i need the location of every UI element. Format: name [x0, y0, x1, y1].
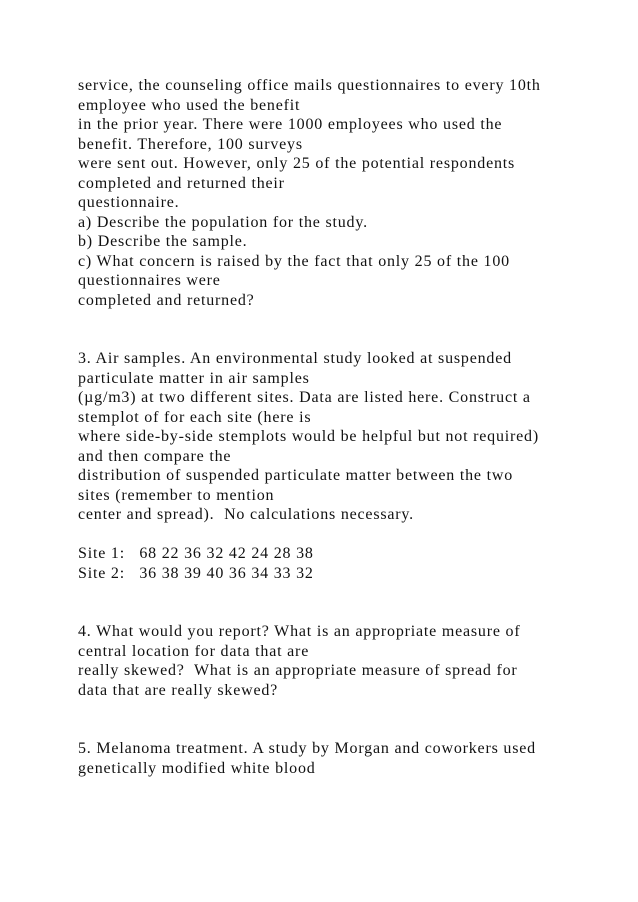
text-line: in the prior year. There were 1000 employees who used the	[78, 116, 503, 133]
text-line: center and spread). No calculations necessary.	[78, 506, 414, 523]
question-5-heading: 5. Melanoma treatment. A study by Morgan and coworkers used	[78, 740, 536, 757]
question-3-heading: 3. Air samples. An environmental study looked at suspended	[78, 350, 512, 367]
text-line: particulate matter in air samples	[78, 369, 310, 387]
blank-line	[78, 525, 618, 545]
question-part-b: b) Describe the sample.	[78, 233, 248, 250]
text-line: central location for data that are	[78, 642, 310, 660]
blank-line	[78, 310, 618, 330]
text-line: completed and returned their	[78, 174, 285, 192]
text-line: (µg/m3) at two different sites. Data are listed here. Construct a	[78, 389, 531, 406]
question-4-heading: 4. What would you report? What is an appropriate measure of	[78, 623, 521, 640]
text-line: really skewed? What is an appropriate measure of spread for	[78, 662, 518, 679]
blank-line	[78, 700, 618, 720]
text-line: benefit. Therefore, 100 surveys	[78, 135, 303, 153]
text-line: questionnaire.	[78, 194, 180, 211]
text-line: stemplot of for each site (here is	[78, 408, 312, 426]
site-1-data: Site 1: 68 22 36 32 42 24 28 38	[78, 545, 314, 562]
blank-line	[78, 583, 618, 603]
text-line: questionnaires were	[78, 272, 221, 289]
text-line: completed and returned?	[78, 291, 255, 309]
site-2-data: Site 2: 36 38 39 40 36 34 33 32	[78, 564, 314, 582]
text-line: sites (remember to mention	[78, 486, 275, 504]
blank-line	[78, 720, 618, 740]
text-line: where side-by-side stemplots would be helpful but not required)	[78, 428, 539, 445]
document-body	[78, 76, 618, 778]
text-line: were sent out. However, only 25 of the potential respondents	[78, 155, 516, 172]
text-line: distribution of suspended particulate matter between the two	[78, 467, 513, 484]
text-line: service, the counseling office mails questionnaires to every 10th	[78, 77, 541, 94]
text-line: data that are really skewed?	[78, 681, 279, 699]
blank-line	[78, 330, 618, 350]
question-part-c: c) What concern is raised by the fact that only 25 of the 100	[78, 252, 510, 270]
question-part-a: a) Describe the population for the study.	[78, 213, 368, 231]
text-line: employee who used the benefit	[78, 96, 301, 114]
text-line: genetically modified white blood	[78, 759, 316, 777]
text-line: and then compare the	[78, 447, 232, 465]
blank-line	[78, 603, 618, 623]
